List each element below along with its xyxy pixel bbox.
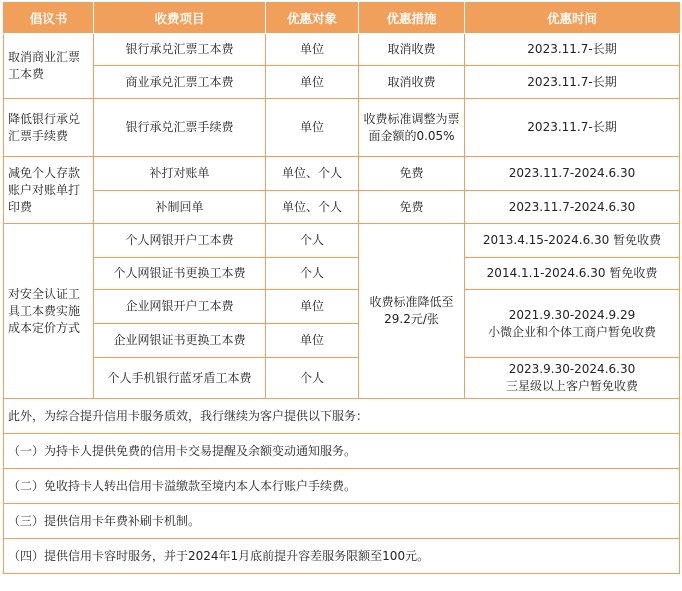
group-title: 降低银行承兑汇票手续费 <box>4 99 94 157</box>
time-line: 2023.9.30-2024.6.30 <box>508 362 636 376</box>
table-header-row <box>4 3 680 34</box>
note-text: （三）提供信用卡年费补刷卡机制。 <box>4 504 680 539</box>
target: 单位 <box>266 290 359 324</box>
target: 单位 <box>266 34 359 66</box>
time: 2023.11.7-2024.6.30 <box>465 157 680 191</box>
fee-item: 个人手机银行蓝牙盾工本费 <box>94 358 266 399</box>
measure: 免费 <box>359 157 465 191</box>
time: 2014.1.1-2024.6.30 暂免收费 <box>465 258 680 290</box>
fee-item: 商业承兑汇票工本费 <box>94 66 266 99</box>
group-title: 对安全认证工具工本费实施成本定价方式 <box>4 224 94 399</box>
target: 个人 <box>266 224 359 258</box>
note-row <box>4 434 680 469</box>
fee-item: 补制回单 <box>94 191 266 224</box>
table-row <box>4 34 680 66</box>
note-text: （二）免收持卡人转出信用卡溢缴款至境内本人本行账户手续费。 <box>4 469 680 504</box>
table-row <box>4 224 680 258</box>
group-title: 取消商业汇票工本费 <box>4 34 94 99</box>
time: 2023.11.7-长期 <box>465 66 680 99</box>
note-text: （一）为持卡人提供免费的信用卡交易提醒及余额变动通知服务。 <box>4 434 680 469</box>
target: 单位 <box>266 66 359 99</box>
measure: 免费 <box>359 191 465 224</box>
fee-item: 企业网银开户工本费 <box>94 290 266 324</box>
header-time: 优惠时间 <box>465 3 680 34</box>
header-fee-item: 收费项目 <box>94 3 266 34</box>
measure: 收费标准降低至29.2元/张 <box>359 224 465 399</box>
time-line: 2021.9.30-2024.9.29 <box>508 307 636 322</box>
header-measure: 优惠措施 <box>359 3 465 34</box>
target: 个人 <box>266 258 359 290</box>
note-row <box>4 504 680 539</box>
fee-item: 个人网银证书更换工本费 <box>94 258 266 290</box>
time: 2023.11.7-长期 <box>465 34 680 66</box>
header-target: 优惠对象 <box>266 3 359 34</box>
time-line: 三星级以上客户暂免收费 <box>505 379 638 393</box>
time: 2023.11.7-长期 <box>465 99 680 157</box>
table-row <box>4 191 680 224</box>
fee-item: 企业网银证书更换工本费 <box>94 324 266 358</box>
fee-item: 补打对账单 <box>94 157 266 191</box>
note-row <box>4 469 680 504</box>
table-row <box>4 258 680 290</box>
target: 单位、个人 <box>266 191 359 224</box>
header-initiative: 倡议书 <box>4 3 94 34</box>
note-row <box>4 399 680 434</box>
time: 2013.4.15-2024.6.30 暂免收费 <box>465 224 680 258</box>
table-row <box>4 99 680 157</box>
fee-item: 银行承兑汇票工本费 <box>94 34 266 66</box>
note-row <box>4 539 680 574</box>
target: 单位 <box>266 324 359 358</box>
target: 单位 <box>266 99 359 157</box>
fee-item: 银行承兑汇票手续费 <box>94 99 266 157</box>
note-text: 此外，为综合提升信用卡服务质效，我行继续为客户提供以下服务： <box>4 399 680 434</box>
table-row <box>4 290 680 324</box>
table-row <box>4 358 680 399</box>
time: 2023.11.7-2024.6.30 <box>465 191 680 224</box>
target: 个人 <box>266 358 359 399</box>
note-text: （四）提供信用卡容时服务，并于2024年1月底前提升容差服务限额至100元。 <box>4 539 680 574</box>
group-title: 减免个人存款账户对账单打印费 <box>4 157 94 224</box>
measure: 取消收费 <box>359 34 465 66</box>
fee-table-container <box>3 2 680 574</box>
fee-discount-table <box>3 2 680 574</box>
time-line: 小微企业和个体工商户暂免收费 <box>487 324 656 339</box>
table-row <box>4 157 680 191</box>
measure: 取消收费 <box>359 66 465 99</box>
fee-item: 个人网银开户工本费 <box>94 224 266 258</box>
table-row <box>4 66 680 99</box>
measure: 收费标准调整为票面金额的0.05% <box>359 99 465 157</box>
time <box>465 358 680 399</box>
time <box>465 290 680 358</box>
target: 单位、个人 <box>266 157 359 191</box>
